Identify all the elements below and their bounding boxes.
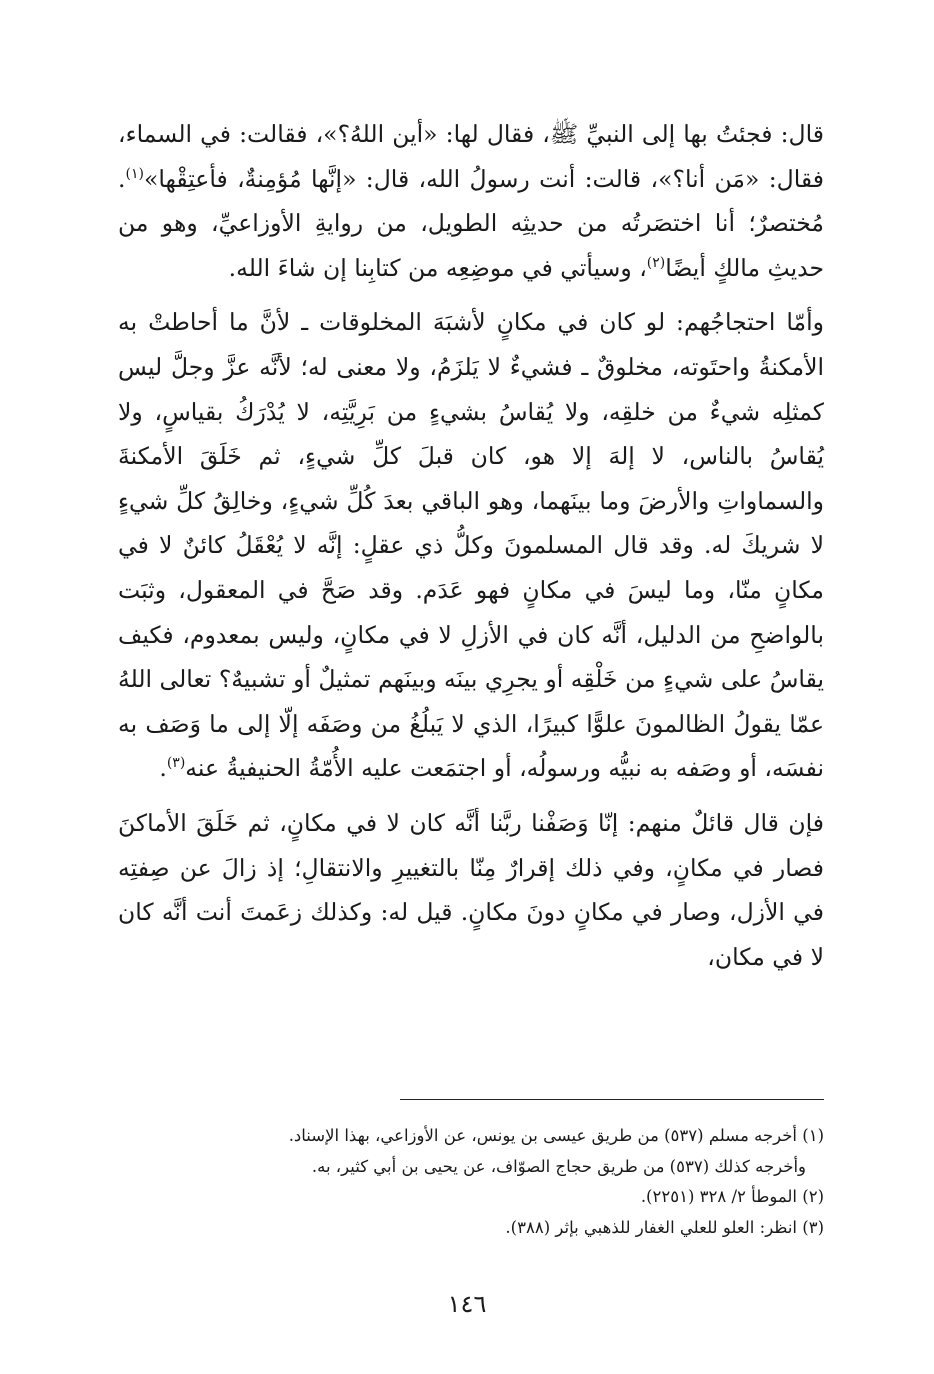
footnotes — [118, 1121, 824, 1243]
footnote-ref-3[interactable]: (٣) — [166, 755, 186, 772]
main-text — [118, 112, 824, 979]
paragraph-3-text: فإن قال قائلٌ منهم: إنّا وَصَفْنا ربَّنا أنَّه كان لا في مكانٍ، ثم خَلَقَ الأماكنَ فصار في مكانٍ، وفي ذلك إقرارٌ مِنّا بالتغييرِ والانتقالِ؛ إذ زالَ عن صِفتِه في الأزل، وصار في مكانٍ دونَ مكانٍ. قيل له: وكذلك زعَمتَ أنت أنَّه كان لا في مكان، — [118, 808, 824, 971]
page-number: ١٤٦ — [447, 1290, 487, 1318]
footnote-divider — [400, 1099, 824, 1100]
paragraph-1 — [118, 112, 824, 290]
paragraph-1-tail2: ، وسيأتي في موضِعِه من كتابِنا إن شاءَ الله. — [228, 253, 647, 282]
footnote-3: (٣) انظر: العلو للعلي الغفار للذهبي بإثر (٣٨٨). — [505, 1217, 824, 1237]
footnote-1: (١) أخرجه مسلم (٥٣٧) من طريق عيسى بن يونس، عن الأوزاعي، بهذا الإسناد. — [288, 1126, 824, 1145]
paragraph-2-text: وأمّا احتجاجُهم: لو كان في مكانٍ لأشبَهَ المخلوقات ـ لأنَّ ما أحاطتْ به الأمكنةُ واحتَوته، مخلوقٌ ـ فشيءٌ لا يَلزَمُ، ولا معنى له؛ لأنَّه عزَّ وجلَّ ليس كمثلِه شيءٌ من خلقِه، ولا يُقاسُ بشيءٍ من بَرِيَّتِه، لا يُدْرَكُ بقياسٍ، ولا يُقاسُ بالناس، لا إلهَ إلا هو، كان قبلَ كلِّ شيءٍ، ثم خَلَقَ الأمكنةَ والسماواتِ والأرضَ وما بينَهما، وهو الباقي بعدَ كُلِّ شيءٍ، وخالِقُ كلِّ شيءٍ لا شريكَ له. وقد قال المسلمونَ وكلُّ ذي عقلٍ: إنَّه لا يُعْقَلُ كائنٌ لا في مكانٍ منّا، وما ليسَ في مكانٍ فهو عَدَم. وقد صَحَّ في المعقول، وثبَت بالواضحِ من الدليل، أنَّه كان في الأزلِ لا في مكانٍ، وليس بمعدوم، فكيف يقاسُ على شيءٍ من خَلْقِه أو يجرِي بينَه وبينَهم تمثيلٌ أو تشبيهٌ؟ تعالى اللهُ عمّا يقولُ الظالمونَ علوًّا كبيرًا، الذي لا يَبلُغُ من وصَفَه إلّا إلى ما وَصَف به نفسَه، أو وصَفه به نبيُّه ورسولُه، أو اجتمَعت عليه الأُمّةُ الحنيفيةُ عنه — [118, 308, 824, 783]
paragraph-2-tail: . — [159, 754, 167, 783]
footnote-1-continued: وأخرجه كذلك (٥٣٧) من طريق حجاج الصوّاف، عن يحيى بن أبي كثير، به. — [311, 1156, 806, 1176]
paragraph-1-text: قال: فجئتُ بها إلى النبيِّ ﷺ، فقال لها: «أين اللهُ؟»، فقالت: في السماء، فقال: «مَن أنا؟»، قالت: أنت رسولُ الله، قال: «إنَّها مُؤمِنةٌ، فأعتِقْها» — [118, 120, 824, 193]
footnote-ref-2[interactable]: (٢) — [646, 254, 666, 271]
paragraph-3 — [118, 801, 824, 979]
footnote-ref-1[interactable]: (١) — [125, 165, 144, 182]
footnote-2: (٢) الموطأ ٢/ ٣٢٨ (٢٢٥١). — [640, 1187, 824, 1206]
paragraph-2 — [118, 300, 824, 791]
paragraph-1-tail: . مُختصرٌ؛ أنا اختصَرتُه من حديثِه الطويل، من روايةِ الأوزاعيِّ، وهو من حديثِ مالكٍ أيضًا — [118, 164, 824, 282]
